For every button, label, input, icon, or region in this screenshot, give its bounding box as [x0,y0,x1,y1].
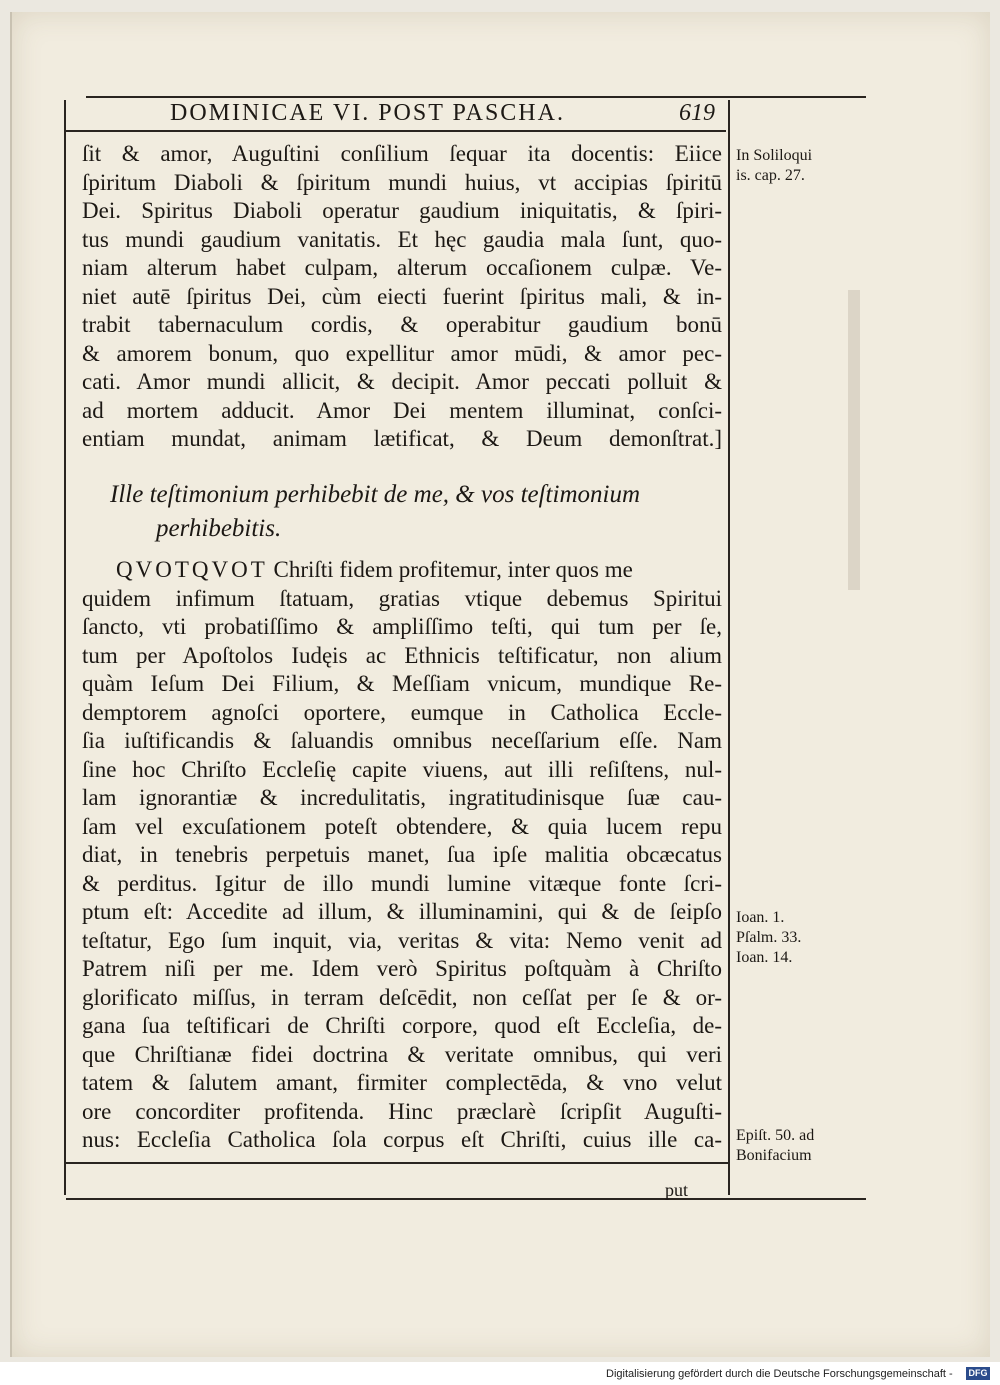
text-line: ſancto, vti probatiſſimo & ampliſſimo teſti, qui tum per ſe, [82,614,722,639]
text-line: diat, in tenebris perpetuis manet, ſua ipſe malitia obcæcatus [82,842,722,867]
margin-note-line: is. cap. 27. [736,167,805,184]
folio-number: 619 [679,100,715,126]
text-line: gana ſua teſtificari de Chriſti corpore, quod eſt Eccleſia, de- [82,1013,722,1038]
left-column-rule [64,100,66,1195]
text-line: trabit tabernaculum cordis, & operabitur gaudium bonū [82,312,722,337]
margin-note-line: In Soliloqui [736,147,813,164]
margin-note-line: Pſalm. 33. [736,929,802,946]
margin-note-line: Ioan. 1. [736,909,785,926]
text-line: entiam mundat, animam lætificat, & Deum demonſtrat.] [82,426,722,451]
text-line: cati. Amor mundi allicit, & decipit. Amor peccati polluit & [82,369,722,394]
paragraph-1 [82,140,722,454]
heading-line-1: Ille teſtimonium perhibebit de me, & vos teſtimonium [110,481,641,508]
text-line: niet autē ſpiritus Dei, cùm eiecti fuerint ſpiritus mali, & in- [82,283,722,309]
heading-line-2: perhibebitis. [156,515,282,542]
text-line: teſtatur, Ego ſum inquit, via, veritas & vita: Nemo venit ad [82,927,722,953]
text-line: glorificato miſſus, in terram deſcēdit, non ceſſat per ſe & or- [82,984,722,1010]
text-line: tus mundi gaudium vanitatis. Et hęc gaudia mala ſunt, quo- [82,226,722,252]
text-line: Patrem niſi per me. Idem verò Spiritus poſtquàm à Chriſto [82,956,722,981]
page-edge-shadow [848,290,860,590]
text-line: demptorem agnoſci oportere, eumque in Catholica Eccle- [82,699,722,725]
text-line-first [82,556,722,585]
digitization-credit: Digitalisierung gefördert durch die Deutsche Forschungsgemeinschaft - [606,1368,953,1380]
top-rule [86,96,866,98]
paragraph-2 [82,556,722,1155]
margin-note-soliloquia [736,146,841,186]
text-line: quàm Ieſum Dei Filium, & Meſſiam vnicum, mundique Re- [82,671,722,696]
text-line: & amorem bonum, quo expellitur amor mūdi, & amor pec- [82,340,722,366]
text-line: tum per Apoſtolos Iudęis ac Ethnicis teſtificatur, non alium [82,642,722,668]
right-column-rule [728,100,730,1195]
bottom-rule [66,1162,730,1164]
text-line: que Chriſtianæ fidei doctrina & veritate omnibus, qui veri [82,1041,722,1067]
dfg-logo: DFG [966,1367,990,1380]
text-line: ad mortem adducit. Amor Dei mentem illuminat, conſci- [82,397,722,423]
first-line-text: Chriſti fidem profitemur, inter quos me [267,557,633,582]
head-underline [66,130,726,132]
footer-rule [66,1198,866,1200]
text-line: ſam vel excuſationem poteſt obtendere, & quia lucem repu [82,813,722,839]
running-head-title: DOMINICAE VI. POST PASCHA. [170,100,565,126]
text-line: lam ignorantiæ & incredulitatis, ingratitudinisque ſuæ cau- [82,785,722,810]
margin-note-line: Epiſt. 50. ad [736,1127,815,1144]
running-head [170,100,715,127]
text-line: ptum eſt: Accedite ad illum, & illuminamini, qui & de ſeipſo [82,899,722,924]
margin-note-line: Ioan. 14. [736,949,793,966]
text-line: ſpiritum Diaboli & ſpiritum mundi huius, vt accipias ſpiritū [82,169,722,195]
text-line: ſia iuſtificandis & ſaluandis omnibus neceſſarium eſſe. Nam [82,728,722,753]
text-line: niam alterum habet culpam, alterum occaſionem culpæ. Ve- [82,255,722,280]
text-line: ore concorditer profitenda. Hinc præclarè ſcripſit Auguſti- [82,1098,722,1124]
text-line: nus: Eccleſia Catholica ſola corpus eſt Chriſti, cuius ille ca- [82,1127,722,1152]
initial-capitals: QVOTQVOT [116,557,268,582]
section-heading [110,478,720,546]
text-line: ſine hoc Chriſto Eccleſię capite viuens, aut illi reſiſtens, nul- [82,756,722,782]
text-line: Dei. Spiritus Diaboli operatur gaudium iniquitatis, & ſpiri- [82,198,722,223]
text-line: ſit & amor, Auguſtini conſilium ſequar ita docentis: Eiice [82,141,722,166]
text-line: quidem infimum ſtatuam, gratias vtique debemus Spiritui [82,585,722,611]
text-line: & perditus. Igitur de illo mundi lumine vitæque fonte ſcri- [82,870,722,896]
margin-note-line: Bonifacium [736,1147,812,1164]
margin-note-scripture [736,908,841,968]
margin-note-epistle [736,1126,841,1166]
catchword: put [665,1180,689,1200]
text-line: tatem & ſalutem amant, firmiter complectēda, & vno velut [82,1070,722,1095]
